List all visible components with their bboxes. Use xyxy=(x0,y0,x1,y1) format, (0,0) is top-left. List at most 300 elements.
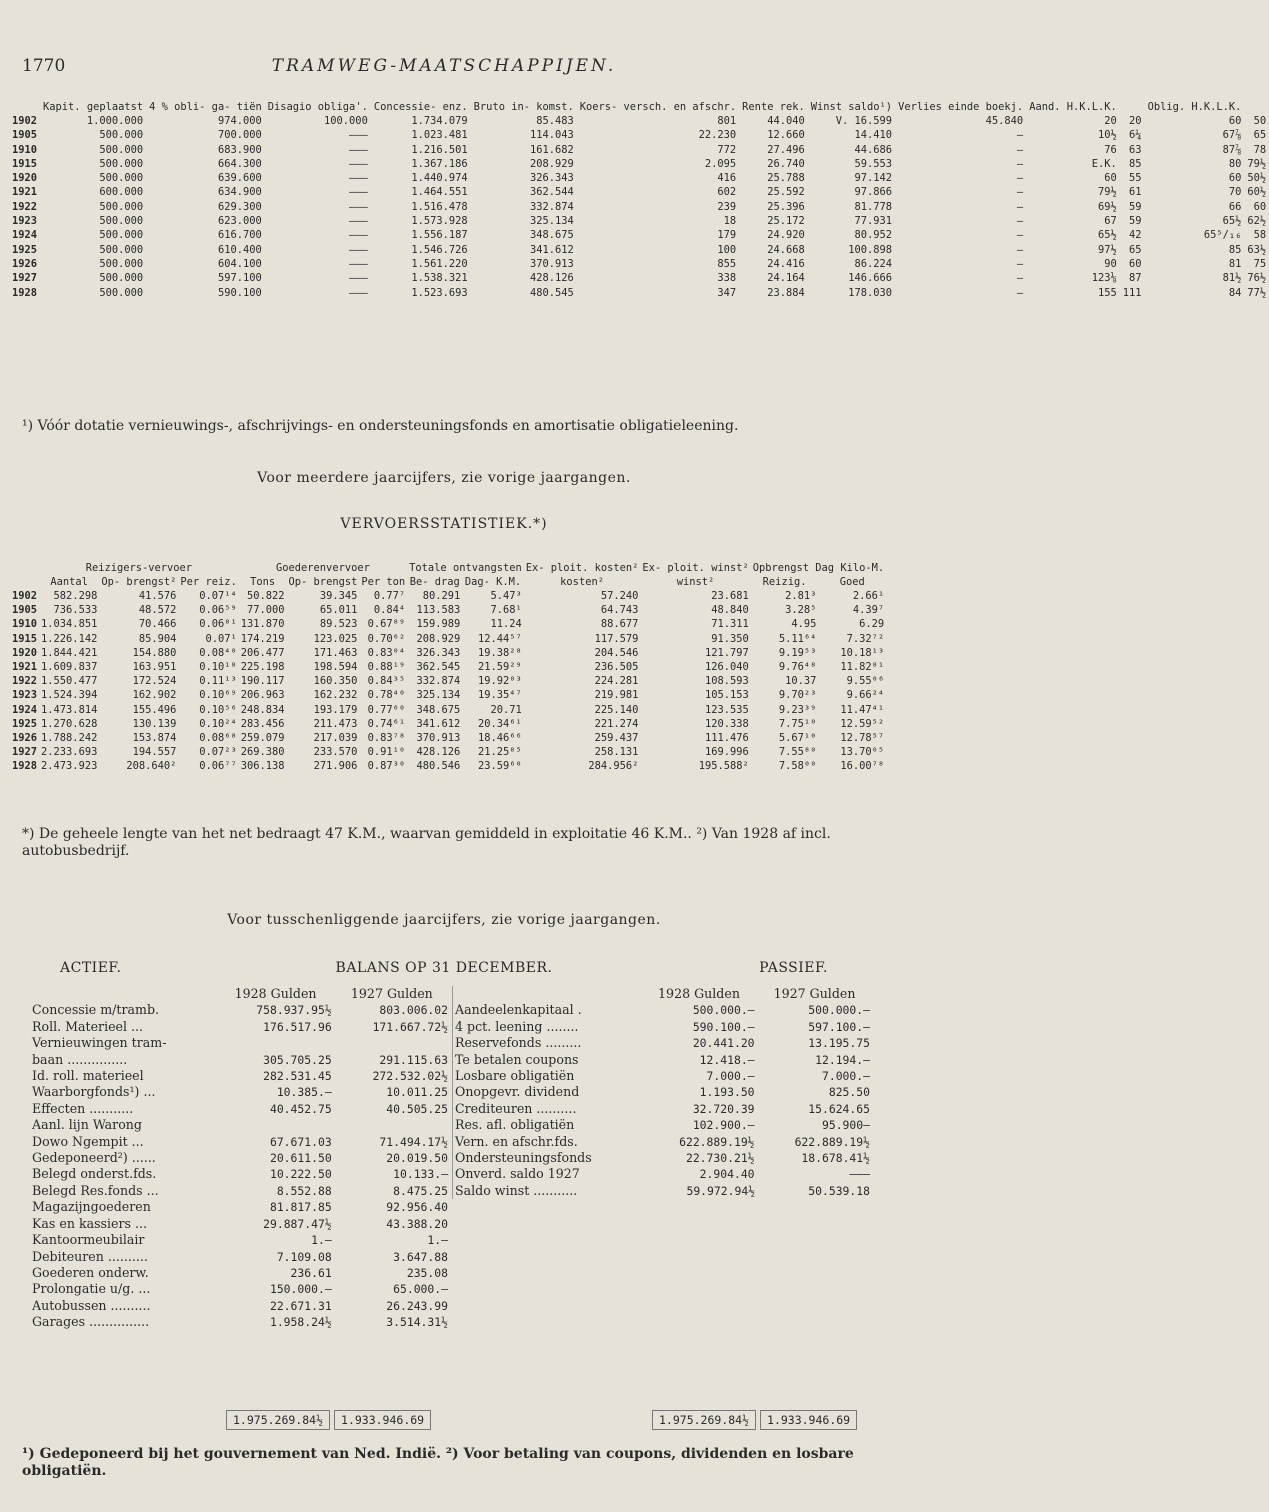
table-cell: 0.84³⁵ xyxy=(367,675,406,688)
column-header: Kapit. geplaatst xyxy=(43,101,144,113)
table-cell: 348.675 xyxy=(416,703,461,716)
table-row xyxy=(12,185,1269,199)
balance-amount: 1.958.24½ xyxy=(269,1315,332,1330)
balance-amount: 1.— xyxy=(427,1233,448,1248)
table-cell: — xyxy=(1016,257,1024,270)
table-cell: 12.44⁵⁷ xyxy=(477,632,522,645)
table-cell: 97½ xyxy=(1098,243,1117,256)
balance-row xyxy=(30,1249,450,1265)
table-cell: 0.10²⁴ xyxy=(199,717,237,730)
table-cell: 178.030 xyxy=(848,286,893,299)
balance-amount xyxy=(334,1117,450,1133)
table-cell: 71.311 xyxy=(711,618,749,631)
table-cell: 1.473.814 xyxy=(41,703,98,716)
table-cell: 155.496 xyxy=(132,703,177,716)
table-cell: 225.140 xyxy=(594,703,639,716)
balance-amount: 1.193.50 xyxy=(699,1085,755,1100)
balance-amount: 92.956.40 xyxy=(386,1200,448,1215)
year-cell: 1915 xyxy=(12,157,38,170)
table-cell: 60 xyxy=(1228,115,1242,127)
table-cell: 10½ xyxy=(1098,129,1117,142)
table-cell: 1.524.394 xyxy=(41,689,98,702)
table-cell: 65½ xyxy=(1098,229,1117,242)
table-cell: 1.609.837 xyxy=(41,661,98,674)
table-cell: 1.734.079 xyxy=(411,115,468,127)
table-cell: 65⁵/₁₆ xyxy=(1203,229,1242,242)
year-cell: 1920 xyxy=(12,646,38,659)
table-cell: 629.300 xyxy=(217,200,262,213)
balance-row xyxy=(453,1068,873,1084)
table-cell: 79½ xyxy=(1247,157,1267,170)
balance-item-label: Waarborgfonds¹) ... xyxy=(32,1084,156,1100)
footnote-1: ¹) Vóór dotatie vernieuwings-, afschrijvings- en ondersteuningsfonds en amortisatie obligatieleening. xyxy=(22,418,739,434)
table-cell: 60 xyxy=(1104,172,1117,185)
table-cell: 2.095 xyxy=(704,157,737,170)
table-cell: 59.553 xyxy=(854,157,893,170)
balance-row xyxy=(30,1134,450,1150)
balance-item-label: Saldo winst ........... xyxy=(455,1182,578,1198)
table-cell: 64.743 xyxy=(600,604,639,617)
table-cell: 42 xyxy=(1129,229,1142,242)
table-cell: 332.874 xyxy=(416,675,461,688)
table-cell: 341.612 xyxy=(416,717,461,730)
group-header: Goederenvervoer xyxy=(276,562,370,574)
balance-row xyxy=(453,1183,873,1199)
table-cell: 60½ xyxy=(1247,186,1267,199)
table-cell: 163.951 xyxy=(132,661,177,674)
balance-amount: 825.50 xyxy=(828,1085,870,1100)
balance-row xyxy=(453,1117,873,1133)
balance-row xyxy=(453,1134,873,1150)
balance-row xyxy=(453,1084,873,1100)
table-cell: 325.134 xyxy=(416,689,461,702)
table-cell: 236.505 xyxy=(594,661,639,674)
table-cell: 1.000.000 xyxy=(86,115,144,127)
balance-amount: 272.532.02½ xyxy=(372,1069,448,1084)
table-cell: 428.126 xyxy=(529,272,574,285)
table-cell: 1.023.481 xyxy=(411,129,468,142)
table-cell: 159.989 xyxy=(416,618,461,631)
table-cell: 160.350 xyxy=(313,675,358,688)
balance-item-label: Id. roll. materieel xyxy=(32,1068,144,1084)
table-cell: 9.55⁰⁶ xyxy=(846,675,885,688)
table-cell: 604.100 xyxy=(217,257,262,270)
balance-amount: 102.900.— xyxy=(692,1118,755,1133)
table-cell: ——— xyxy=(349,272,368,285)
table-cell: 70 xyxy=(1228,186,1242,199)
table-cell: 91.350 xyxy=(711,632,749,645)
table-cell: 224.281 xyxy=(594,675,639,688)
year-cell: 1905 xyxy=(12,129,38,142)
table-row xyxy=(12,214,1269,228)
table-cell: 23.59⁶⁰ xyxy=(477,760,522,773)
balance-item-label: Roll. Materieel ... xyxy=(32,1018,144,1034)
column-header: winst² xyxy=(676,575,715,588)
balance-item-label: 4 pct. leening ........ xyxy=(455,1018,579,1034)
table-cell: 16.00⁷⁸ xyxy=(840,760,885,773)
table-cell: 208.929 xyxy=(416,632,461,645)
column-header: Dag- K.M. xyxy=(464,575,522,588)
table-cell: 208.929 xyxy=(529,157,574,170)
table-cell: 0.77⁶⁰ xyxy=(367,703,406,716)
table-cell: 77.000 xyxy=(246,604,285,617)
balance-item-label: Res. afl. obligatiën xyxy=(455,1117,575,1133)
balance-amount: 2.904.40 xyxy=(699,1167,755,1182)
balance-header xyxy=(60,960,828,980)
table-cell: 0.10¹⁸ xyxy=(199,661,237,674)
balance-item-label: Onverd. saldo 1927 xyxy=(455,1166,580,1182)
table-cell: 600.000 xyxy=(99,186,144,199)
year-cell: 1923 xyxy=(12,215,38,228)
column-header: Bruto in- komst. xyxy=(473,101,574,113)
table-cell: 179 xyxy=(717,229,737,242)
balance-amount: 32.720.39 xyxy=(692,1101,755,1116)
table-cell: 623.000 xyxy=(217,215,262,228)
table-cell: 4.39⁷ xyxy=(852,604,885,617)
balance-item-label: Debiteuren .......... xyxy=(32,1248,148,1264)
group-header xyxy=(12,562,39,576)
balance-item-label: Crediteuren .......... xyxy=(455,1100,577,1116)
table-cell: 3.28⁵ xyxy=(785,604,817,617)
table-cell: 1.516.478 xyxy=(411,200,468,213)
year-cell: 1910 xyxy=(12,143,38,156)
balance-passief-table xyxy=(452,986,872,1199)
column-header: Aantal xyxy=(50,575,88,588)
table-cell: 50 xyxy=(1253,115,1267,127)
year-cell: 1921 xyxy=(12,186,38,199)
table-cell: 7.32⁷² xyxy=(846,632,885,645)
table-cell: — xyxy=(1016,272,1024,285)
table-cell: 1.561.220 xyxy=(411,257,468,270)
table-cell: 0.08⁴⁰ xyxy=(199,646,237,659)
table-cell: 2.81³ xyxy=(785,590,817,602)
table-cell: 123.535 xyxy=(704,703,749,716)
table-cell: 7.55⁸⁰ xyxy=(778,746,817,759)
table-cell: 20.34⁶¹ xyxy=(477,717,522,730)
table-cell: 67 xyxy=(1104,215,1117,228)
balance-item-label: Vernieuwingen tram- xyxy=(32,1035,167,1051)
table-cell: 0.78⁴⁰ xyxy=(367,689,406,702)
table-cell: ——— xyxy=(349,172,368,185)
table-cell: 370.913 xyxy=(416,732,461,745)
balance-amount: 305.705.25 xyxy=(263,1052,332,1067)
balance-year-header: 1927 Gulden xyxy=(773,986,856,1001)
table-cell: — xyxy=(1016,186,1024,199)
balance-item-label: Belegd Res.fonds ... xyxy=(32,1182,159,1198)
table-cell: 0.74⁶¹ xyxy=(367,717,406,730)
balance-amount: 500.000.— xyxy=(808,1003,870,1018)
table-cell: 5.47³ xyxy=(490,590,522,602)
column-header: 4 % obli- ga- tiën xyxy=(149,101,262,113)
table-cell: 11.82⁸¹ xyxy=(840,661,885,674)
column-header: Goed xyxy=(839,575,865,588)
table-cell: 772 xyxy=(717,143,737,156)
table-row xyxy=(12,243,1269,257)
table-cell: 6¼ xyxy=(1129,129,1142,142)
table-row xyxy=(12,114,1269,128)
table-cell: 77.931 xyxy=(854,215,893,228)
table-cell: 18 xyxy=(723,215,737,228)
table-cell: 108.593 xyxy=(704,675,749,688)
balance-amount: 71.494.17½ xyxy=(379,1134,448,1149)
balance-amount: 1.— xyxy=(311,1233,332,1248)
table-cell: 10.37 xyxy=(785,675,817,688)
balance-item-label: Autobussen .......... xyxy=(32,1297,151,1313)
column-header xyxy=(12,100,40,114)
table-cell: ——— xyxy=(349,186,368,199)
table-cell: 169.996 xyxy=(704,746,749,759)
table-cell: 55 xyxy=(1129,172,1142,185)
table-cell: 24.668 xyxy=(767,243,805,256)
table-cell: 225.198 xyxy=(240,661,285,674)
table-cell: 500.000 xyxy=(99,243,144,256)
balance-year-header: 1928 Gulden xyxy=(658,986,740,1001)
balance-item-label: Garages ............... xyxy=(32,1314,150,1330)
group-header: Ex- ploit. kosten² xyxy=(525,562,639,574)
column-header xyxy=(12,576,39,590)
table-cell: 22.230 xyxy=(698,129,737,142)
table-cell: 171.463 xyxy=(313,646,358,659)
table-cell: 60 xyxy=(1228,172,1242,185)
table-cell: 198.594 xyxy=(313,661,358,674)
column-header: Reizig. xyxy=(762,575,807,588)
year-cell: 1923 xyxy=(12,689,38,702)
table-cell: 44.040 xyxy=(767,115,805,127)
table-cell: 326.343 xyxy=(529,172,574,185)
year-cell: 1925 xyxy=(12,717,38,730)
table-cell: 0.88¹⁹ xyxy=(367,661,406,674)
table-cell: 86.224 xyxy=(854,257,893,270)
table-cell: 974.000 xyxy=(217,115,262,127)
table-cell: 162.232 xyxy=(313,689,358,702)
table-cell: 85.483 xyxy=(536,115,574,127)
table-row xyxy=(12,589,886,603)
balance-row xyxy=(30,1019,450,1035)
table-cell: 9.19⁵³ xyxy=(778,646,817,659)
balance-row xyxy=(30,1150,450,1166)
table-cell: 1.844.421 xyxy=(41,646,98,659)
table-cell: 60 xyxy=(1253,200,1267,213)
table-cell: 19.35⁴⁷ xyxy=(477,689,522,702)
table-cell: 25.788 xyxy=(767,172,805,185)
balance-item-label: Kantoormeubilair xyxy=(32,1232,145,1248)
table-cell: 77½ xyxy=(1247,286,1267,299)
table-row xyxy=(12,632,886,646)
table-cell: 0.06⁵⁹ xyxy=(199,604,237,617)
table-cell: 284.956² xyxy=(588,760,639,773)
table-cell: 12.59⁵² xyxy=(840,717,885,730)
table-cell: 9.70²³ xyxy=(778,689,817,702)
balance-year-header xyxy=(30,986,217,1002)
year-cell: 1902 xyxy=(12,590,38,602)
balance-year-header: 1927 Gulden xyxy=(350,986,433,1001)
balance-amount: 622.889.19½ xyxy=(794,1134,870,1149)
balance-row xyxy=(30,1216,450,1232)
table-cell: 79½ xyxy=(1098,186,1117,199)
balance-amount: 8.475.25 xyxy=(393,1183,448,1198)
balance-row xyxy=(30,1265,450,1281)
table-cell: 67⅞ xyxy=(1222,129,1242,142)
year-cell: 1922 xyxy=(12,675,38,688)
table-cell: 78 xyxy=(1253,143,1267,156)
balance-amount: 10.385.— xyxy=(276,1085,332,1100)
table-cell: 639.600 xyxy=(217,172,262,185)
year-cell: 1924 xyxy=(12,703,38,716)
balance-year-header: 1928 Gulden xyxy=(234,986,317,1001)
table-cell: 1.550.477 xyxy=(41,675,98,688)
balance-amount: 803.006.02 xyxy=(379,1003,448,1018)
balance-amount xyxy=(217,1117,333,1133)
table-cell: 0.08⁶⁸ xyxy=(199,732,237,745)
table-row xyxy=(12,660,886,674)
table-cell: 153.874 xyxy=(132,732,177,745)
table-cell: 88.677 xyxy=(600,618,639,631)
column-header: Koers- versch. en afschr. xyxy=(579,101,737,113)
table-cell: 332.874 xyxy=(529,200,574,213)
balance-amount: 10.222.50 xyxy=(269,1167,332,1182)
year-cell: 1905 xyxy=(12,604,38,617)
table-cell: 76½ xyxy=(1247,272,1267,285)
table-cell: 194.557 xyxy=(132,746,177,759)
balance-row xyxy=(30,1035,450,1051)
passief-label: PASSIEF. xyxy=(759,960,828,976)
table-cell: 89.523 xyxy=(319,618,358,631)
table-cell: ——— xyxy=(349,257,368,270)
balance-row xyxy=(30,1068,450,1084)
table-row xyxy=(12,731,886,745)
table-row xyxy=(12,674,886,688)
table-cell: 0.91¹⁰ xyxy=(367,746,406,759)
table-cell: 114.043 xyxy=(529,129,574,142)
year-cell: 1902 xyxy=(12,115,38,127)
table-row xyxy=(12,228,1269,242)
table-cell: 233.570 xyxy=(313,746,358,759)
table-cell: 100.000 xyxy=(324,115,368,127)
table-cell: 370.913 xyxy=(529,257,574,270)
balance-amount: 235.08 xyxy=(406,1265,448,1280)
balance-row xyxy=(453,1035,873,1051)
table-cell: 60 xyxy=(1129,257,1142,270)
table-row xyxy=(12,603,886,617)
table-cell: 97.866 xyxy=(854,186,893,199)
balance-amount xyxy=(217,1035,333,1051)
table-cell: 24.920 xyxy=(767,229,805,242)
column-header: Verlies einde boekj. xyxy=(898,101,1024,113)
column-header: Be- drag xyxy=(409,575,460,588)
balance-item-label: baan ............... xyxy=(32,1051,128,1067)
column-header: kosten² xyxy=(560,575,604,588)
table-cell: 155 xyxy=(1098,286,1117,299)
table-cell: 113.583 xyxy=(416,604,461,617)
table-cell: 75 xyxy=(1253,257,1267,270)
table-cell: 69½ xyxy=(1098,200,1117,213)
table-cell: 0.10⁶⁹ xyxy=(199,689,237,702)
table-cell: 0.67⁸⁹ xyxy=(367,618,406,631)
table-cell: 5.67¹⁰ xyxy=(778,732,817,745)
table-cell: 1.034.851 xyxy=(41,618,98,631)
balance-row xyxy=(453,1150,873,1166)
table-cell: 23.884 xyxy=(767,286,805,299)
table-cell: 259.437 xyxy=(594,732,639,745)
table-cell: 123⅛ xyxy=(1091,272,1117,285)
balance-item-label: Magazijngoederen xyxy=(32,1199,151,1215)
year-cell: 1910 xyxy=(12,618,38,631)
table-cell: 172.524 xyxy=(132,675,177,688)
actief-total-1927: 1.933.946.69 xyxy=(334,1410,431,1430)
table-cell: 2.233.693 xyxy=(41,746,98,759)
table-cell: 117.579 xyxy=(594,632,639,645)
table-cell: 21.25⁸⁵ xyxy=(477,746,522,759)
table-cell: 20.71 xyxy=(490,703,522,716)
table-cell: 24.416 xyxy=(767,257,805,270)
table-cell: 602 xyxy=(717,186,737,199)
table-cell: 63 xyxy=(1129,143,1142,156)
balance-amount: 12.194.— xyxy=(815,1052,870,1067)
table-cell: 81 xyxy=(1228,257,1242,270)
table-cell: 325.134 xyxy=(529,215,574,228)
balance-amount: ——— xyxy=(849,1167,870,1182)
balance-amount: 176.517.96 xyxy=(263,1019,332,1034)
table-cell: 146.666 xyxy=(848,272,893,285)
table-cell: 24.164 xyxy=(767,272,805,285)
balance-amount: 26.243.99 xyxy=(386,1298,448,1313)
table-cell: 11.47⁴¹ xyxy=(840,703,885,716)
table-cell: 1.440.974 xyxy=(411,172,468,185)
table-cell: 634.900 xyxy=(217,186,262,199)
year-cell: 1920 xyxy=(12,172,38,185)
table-cell: 500.000 xyxy=(99,215,144,228)
table-cell: 1.226.142 xyxy=(41,632,98,645)
table-cell: ——— xyxy=(349,215,368,228)
table-cell: 9.76⁴⁸ xyxy=(778,661,817,674)
table-cell: 123.025 xyxy=(313,632,358,645)
table-cell: 19.38²⁸ xyxy=(477,646,522,659)
balance-actief-table xyxy=(30,986,450,1331)
balance-row xyxy=(453,1101,873,1117)
balance-item-label: Concessie m/tramb. xyxy=(32,1002,160,1018)
table-cell: 269.380 xyxy=(240,746,285,759)
table-row xyxy=(12,286,1269,300)
balance-row xyxy=(30,1002,450,1018)
year-cell: 1926 xyxy=(12,257,38,270)
table-cell: 0.11¹³ xyxy=(199,675,237,688)
table-cell: 70.466 xyxy=(138,618,177,631)
table-cell: 154.880 xyxy=(132,646,177,659)
balance-row xyxy=(453,1019,873,1035)
section-title-transport-statistics: VERVOERSSTATISTIEK.*) xyxy=(340,516,548,532)
table-cell: 801 xyxy=(717,115,737,127)
table-cell: 597.100 xyxy=(217,272,262,285)
balance-amount: 40.505.25 xyxy=(386,1101,448,1116)
table-cell: 7.75¹⁰ xyxy=(778,717,817,730)
balance-amount: 22.671.31 xyxy=(269,1298,332,1313)
balance-row xyxy=(30,1298,450,1314)
balance-header-row xyxy=(30,986,450,1002)
column-header: Op- brengst² xyxy=(101,575,177,588)
table-cell: 1.538.321 xyxy=(411,272,468,285)
balance-amount: 7.000.— xyxy=(706,1069,755,1084)
table-cell: 80.291 xyxy=(422,590,461,602)
balance-amount: 22.730.21½ xyxy=(685,1151,755,1166)
column-header xyxy=(1244,100,1269,114)
table-cell: 341.612 xyxy=(529,243,574,256)
balance-header-row xyxy=(453,986,873,1002)
table-cell: 87 xyxy=(1129,272,1142,285)
table-cell: 0.06⁷⁷ xyxy=(199,760,237,773)
table-cell: 362.544 xyxy=(529,186,574,199)
table-cell: 480.546 xyxy=(416,760,461,773)
table-cell: 62½ xyxy=(1247,215,1267,228)
